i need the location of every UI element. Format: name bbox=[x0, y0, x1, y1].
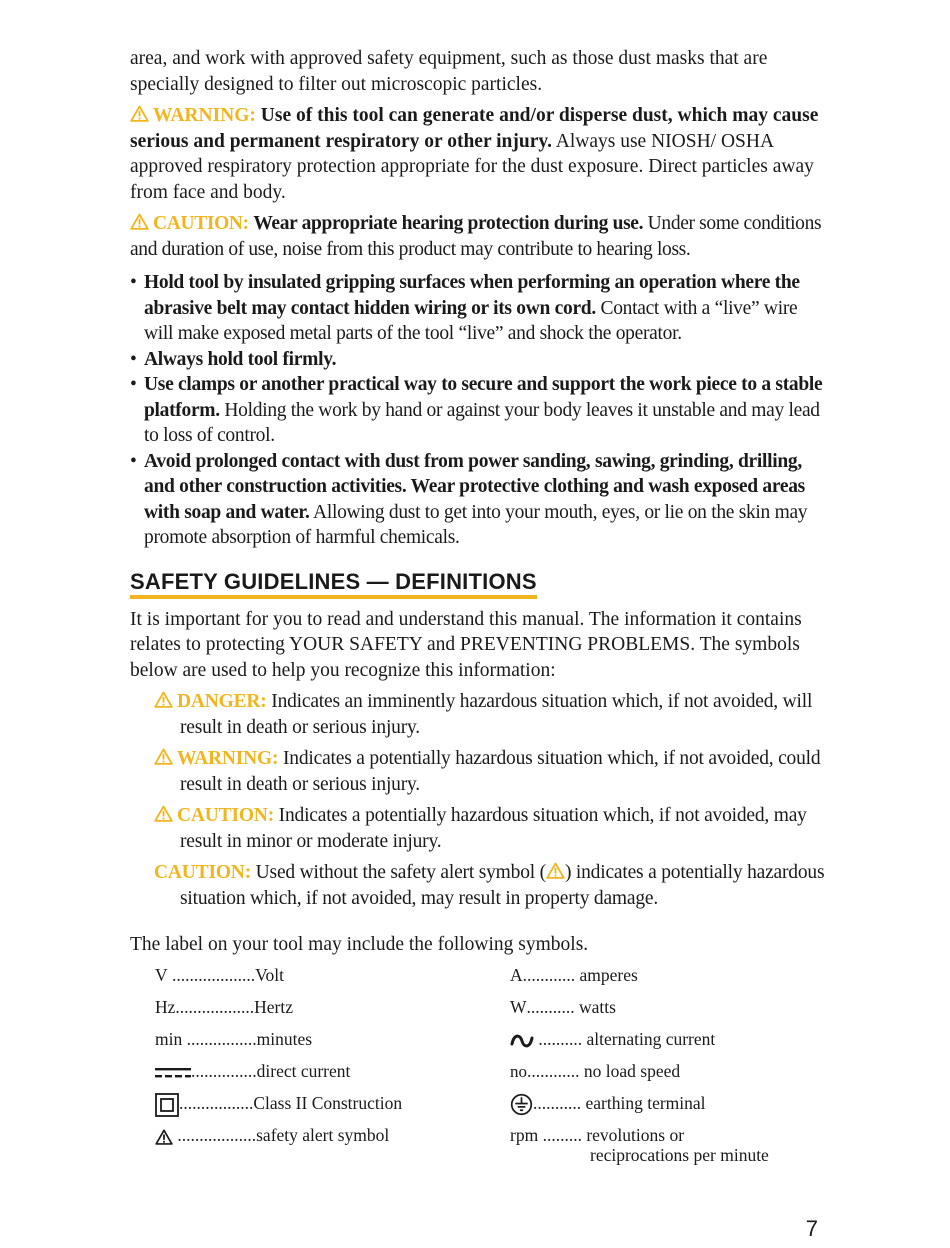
caution-hearing-paragraph bbox=[130, 211, 830, 262]
symbol-row-amperes bbox=[510, 959, 840, 991]
earthing-terminal-icon bbox=[510, 1093, 533, 1116]
definition-warning bbox=[130, 746, 830, 797]
symbol-desc: watts bbox=[579, 997, 616, 1017]
direct-current-icon bbox=[155, 1066, 191, 1080]
warning-triangle-icon bbox=[154, 748, 173, 765]
symbol-leader: ................ bbox=[182, 1029, 257, 1049]
symbols-left-column bbox=[155, 959, 495, 1151]
symbol-row-rpm bbox=[510, 1119, 840, 1169]
list-item bbox=[130, 270, 830, 347]
symbol-desc: Class II Construction bbox=[253, 1093, 403, 1113]
symbol-desc: alternating current bbox=[586, 1029, 716, 1049]
symbol-key: rpm bbox=[510, 1125, 539, 1145]
definition-label: WARNING: bbox=[177, 748, 279, 769]
symbol-row-hertz bbox=[155, 991, 495, 1023]
warning-bold-text: Use of this tool can generate and/or disperse dust, which may cause serious and permanent respiratory or other injury. bbox=[130, 105, 819, 152]
caution-body-text: Under some conditions and duration of use, noise from this product may contribute to hearing loss. bbox=[130, 213, 822, 260]
symbol-leader: ................. bbox=[179, 1093, 254, 1113]
symbol-desc: earthing terminal bbox=[585, 1093, 706, 1113]
symbol-key: V bbox=[155, 965, 168, 985]
symbol-key bbox=[510, 1055, 527, 1088]
symbol-row-safety-alert bbox=[155, 1119, 495, 1151]
warning-body-text: Always use NIOSH/ OSHA approved respiratory protection appropriate for the dust exposure. Direct particles away from face and body. bbox=[130, 130, 814, 203]
symbol-desc: direct current bbox=[256, 1061, 351, 1081]
list-item bbox=[130, 347, 830, 373]
bullet-body-text: Allowing dust to get into your mouth, eyes, or lie on the skin may promote absorption of harmful chemicals. bbox=[144, 501, 808, 548]
symbol-key: Hz bbox=[155, 997, 176, 1017]
symbol-leader: ............ bbox=[527, 1061, 584, 1081]
page-number: 7 bbox=[805, 1216, 818, 1241]
symbol-desc: amperes bbox=[579, 965, 638, 985]
symbol-row-earthing-terminal bbox=[510, 1087, 840, 1119]
symbol-key: A bbox=[510, 965, 523, 985]
warning-triangle-icon bbox=[546, 862, 565, 879]
symbol-row-watts bbox=[510, 991, 840, 1023]
symbol-leader: ................... bbox=[167, 965, 256, 985]
definition-label: CAUTION: bbox=[177, 805, 274, 826]
section-heading: SAFETY GUIDELINES — DEFINITIONS bbox=[130, 569, 537, 599]
definition-text: Indicates an imminently hazardous situation which, if not avoided, will result in death or serious injury. bbox=[180, 691, 813, 738]
definitions-list bbox=[130, 689, 830, 911]
definition-text: ) indicates a potentially hazardous situation which, if not avoided, may result in property damage. bbox=[180, 862, 825, 909]
symbol-desc: Volt bbox=[255, 965, 284, 985]
symbol-row-no-load-speed bbox=[510, 1055, 840, 1087]
symbol-leader: ............... bbox=[191, 1061, 257, 1081]
definition-caution-no-symbol bbox=[130, 860, 830, 911]
class-ii-construction-icon bbox=[155, 1093, 179, 1117]
symbol-leader: .................. bbox=[173, 1125, 257, 1145]
symbol-desc: minutes bbox=[256, 1029, 313, 1049]
warning-triangle-icon bbox=[130, 213, 149, 230]
list-item bbox=[130, 372, 830, 449]
bullet-bold-text: Avoid prolonged contact with dust from power sanding, sawing, grinding, drilling, and other construction activities. Wear protective clothing and wash exposed areas with soap and water. bbox=[144, 450, 805, 523]
warning-triangle-icon bbox=[130, 105, 149, 122]
symbol-desc: Hertz bbox=[254, 997, 294, 1017]
symbol-leader: ........... bbox=[533, 1093, 586, 1113]
intro-continuation: area, and work with approved safety equipment, such as those dust masks that are specially designed to filter out microscopic particles. bbox=[130, 48, 768, 95]
symbol-key: W bbox=[510, 997, 527, 1017]
alternating-current-icon bbox=[510, 1032, 534, 1050]
caution-bold-text: Wear appropriate hearing protection during use. bbox=[253, 213, 644, 234]
warning-label: WARNING: bbox=[153, 105, 256, 126]
symbol-row-minutes bbox=[155, 1023, 495, 1055]
bullet-body-text: Holding the work by hand or against your body leaves it unstable and may lead to loss of control. bbox=[144, 399, 820, 446]
symbol-row-volt bbox=[155, 959, 495, 991]
bullet-bold-text: Always hold tool firmly. bbox=[144, 348, 337, 370]
definition-caution bbox=[130, 803, 830, 854]
warning-triangle-icon bbox=[154, 691, 173, 708]
warning-triangle-icon bbox=[154, 805, 173, 822]
safety-bullet-list bbox=[130, 270, 830, 551]
definition-text: Indicates a potentially hazardous situation which, if not avoided, may result in minor or moderate injury. bbox=[180, 805, 807, 852]
bullet-bold-text: Use clamps or another practical way to secure and support the work piece to a stable platform. bbox=[144, 374, 823, 421]
symbol-leader: .................. bbox=[175, 997, 255, 1017]
symbol-row-class-ii bbox=[155, 1087, 495, 1119]
caution-label: CAUTION: bbox=[153, 213, 249, 234]
symbol-leader: ......... bbox=[538, 1125, 587, 1145]
list-item bbox=[130, 449, 830, 551]
definition-text: Used without the safety alert symbol ( bbox=[251, 862, 546, 883]
no-load-symbol: no bbox=[510, 1062, 527, 1081]
symbol-desc: revolutions or bbox=[586, 1125, 685, 1145]
symbol-desc: safety alert symbol bbox=[256, 1125, 390, 1145]
symbols-intro: The label on your tool may include the following symbols. bbox=[130, 934, 589, 955]
manual-page bbox=[130, 46, 830, 1165]
definition-label: DANGER: bbox=[177, 691, 267, 712]
definition-danger bbox=[130, 689, 830, 740]
symbol-leader: ............ bbox=[522, 965, 580, 985]
definition-text: Indicates a potentially hazardous situation which, if not avoided, could result in death or serious injury. bbox=[180, 748, 821, 795]
definition-label: CAUTION: bbox=[154, 862, 251, 883]
section-intro: It is important for you to read and understand this manual. The information it contains relates to protecting YOUR SAFETY and PREVENTING PROBLEMS. The symbols below are used to help you recognize this information: bbox=[130, 608, 802, 681]
symbol-row-direct-current bbox=[155, 1055, 495, 1087]
symbols-right-column bbox=[510, 959, 840, 1169]
warning-dust-paragraph bbox=[130, 103, 830, 205]
symbol-leader: .......... bbox=[534, 1029, 587, 1049]
symbol-desc-continued: reciprocations per minute bbox=[590, 1145, 769, 1165]
symbol-desc: no load speed bbox=[583, 1061, 681, 1081]
bullet-body-text: Contact with a “live” wire will make exposed metal parts of the tool “live” and shock the operator. bbox=[144, 297, 798, 344]
bullet-bold-text: Hold tool by insulated gripping surfaces when performing an operation where the abrasive belt may contact hidden wiring or its own cord. bbox=[144, 272, 800, 319]
safety-alert-icon bbox=[155, 1129, 173, 1145]
symbol-row-alternating-current bbox=[510, 1023, 840, 1055]
symbol-leader: ........... bbox=[526, 997, 580, 1017]
symbol-key: min bbox=[155, 1029, 183, 1049]
